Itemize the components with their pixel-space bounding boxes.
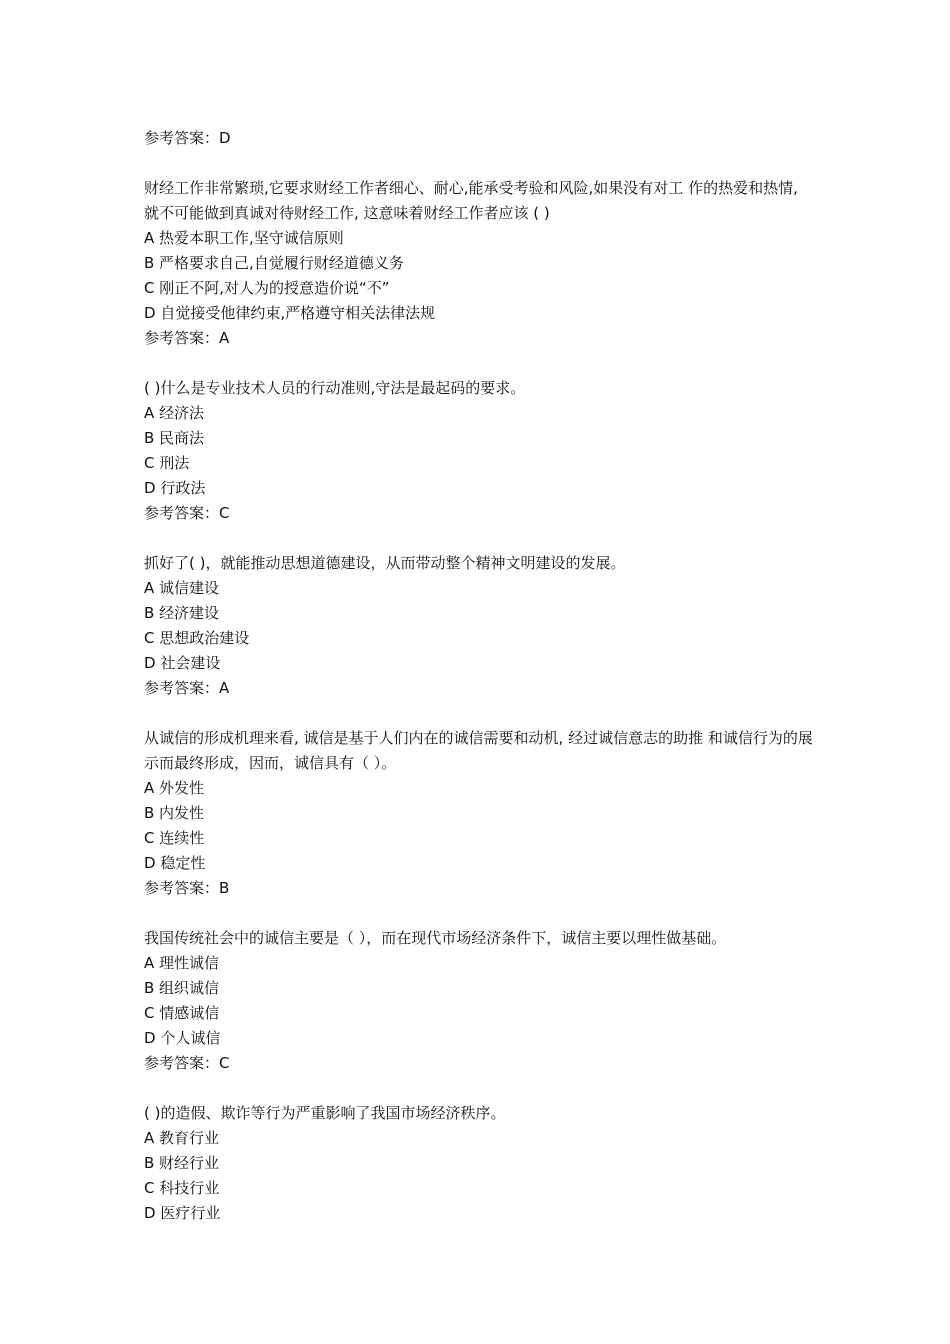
option-d: D 自觉接受他律约束,严格遵守相关法律法规 <box>144 304 436 322</box>
document-page <box>144 126 814 1226</box>
option-b: B 民商法 <box>144 429 205 447</box>
option-c: C 刚正不阿,对人为的授意造价说“不” <box>144 279 390 297</box>
spacer <box>144 901 814 926</box>
spacer <box>144 526 814 551</box>
answer: 参考答案：A <box>144 329 230 347</box>
answer: 参考答案：C <box>144 1054 230 1072</box>
option-d: D 个人诚信 <box>144 1029 221 1047</box>
question-text: ( )什么是专业技术人员的行动准则,守法是最起码的要求。 <box>144 379 526 397</box>
option-a: A 经济法 <box>144 404 205 422</box>
option-b: B 严格要求自己,自觉履行财经道德义务 <box>144 254 404 272</box>
option-c: C 科技行业 <box>144 1179 220 1197</box>
question-text: 抓好了( )，就能推动思想道德建设，从而带动整个精神文明建设的发展。 <box>144 554 626 572</box>
option-b: B 经济建设 <box>144 604 220 622</box>
option-a: A 诚信建设 <box>144 579 220 597</box>
spacer <box>144 151 814 176</box>
question-text: ( )的造假、欺诈等行为严重影响了我国市场经济秩序。 <box>144 1104 506 1122</box>
question-block <box>144 1101 814 1226</box>
option-c: C 刑法 <box>144 454 190 472</box>
option-d: D 行政法 <box>144 479 206 497</box>
option-a: A 教育行业 <box>144 1129 220 1147</box>
spacer <box>144 701 814 726</box>
question-block <box>144 551 814 701</box>
option-b: B 内发性 <box>144 804 205 822</box>
question-text: 财经工作非常繁琐,它要求财经工作者细心、耐心,能承受考验和风险,如果没有对工 作的热爱和热情, 就不可能做到真诚对待财经工作, 这意味着财经工作者应该 ( ) <box>144 179 798 222</box>
option-b: B 组织诚信 <box>144 979 220 997</box>
answer: 参考答案：C <box>144 504 230 522</box>
question-block <box>144 376 814 526</box>
option-c: C 情感诚信 <box>144 1004 220 1022</box>
option-b: B 财经行业 <box>144 1154 220 1172</box>
question-block <box>144 726 814 901</box>
spacer <box>144 351 814 376</box>
answer: 参考答案：B <box>144 879 230 897</box>
option-c: C 思想政治建设 <box>144 629 250 647</box>
option-d: D 社会建设 <box>144 654 221 672</box>
option-c: C 连续性 <box>144 829 205 847</box>
option-a: A 外发性 <box>144 779 205 797</box>
question-text: 我国传统社会中的诚信主要是（ ），而在现代市场经济条件下，诚信主要以理性做基础。 <box>144 929 727 947</box>
option-d: D 医疗行业 <box>144 1204 221 1222</box>
option-a: A 理性诚信 <box>144 954 220 972</box>
option-a: A 热爱本职工作,坚守诚信原则 <box>144 229 344 247</box>
spacer <box>144 1076 814 1101</box>
answer: 参考答案：A <box>144 679 230 697</box>
question-text: 从诚信的形成机理来看, 诚信是基于人们内在的诚信需要和动机, 经过诚信意志的助推 和诚信行为的展示而最终形成，因而，诚信具有（ ）。 <box>144 729 813 772</box>
option-d: D 稳定性 <box>144 854 206 872</box>
question-block <box>144 176 814 351</box>
lead-answer: 参考答案：D <box>144 129 231 147</box>
question-block <box>144 926 814 1076</box>
